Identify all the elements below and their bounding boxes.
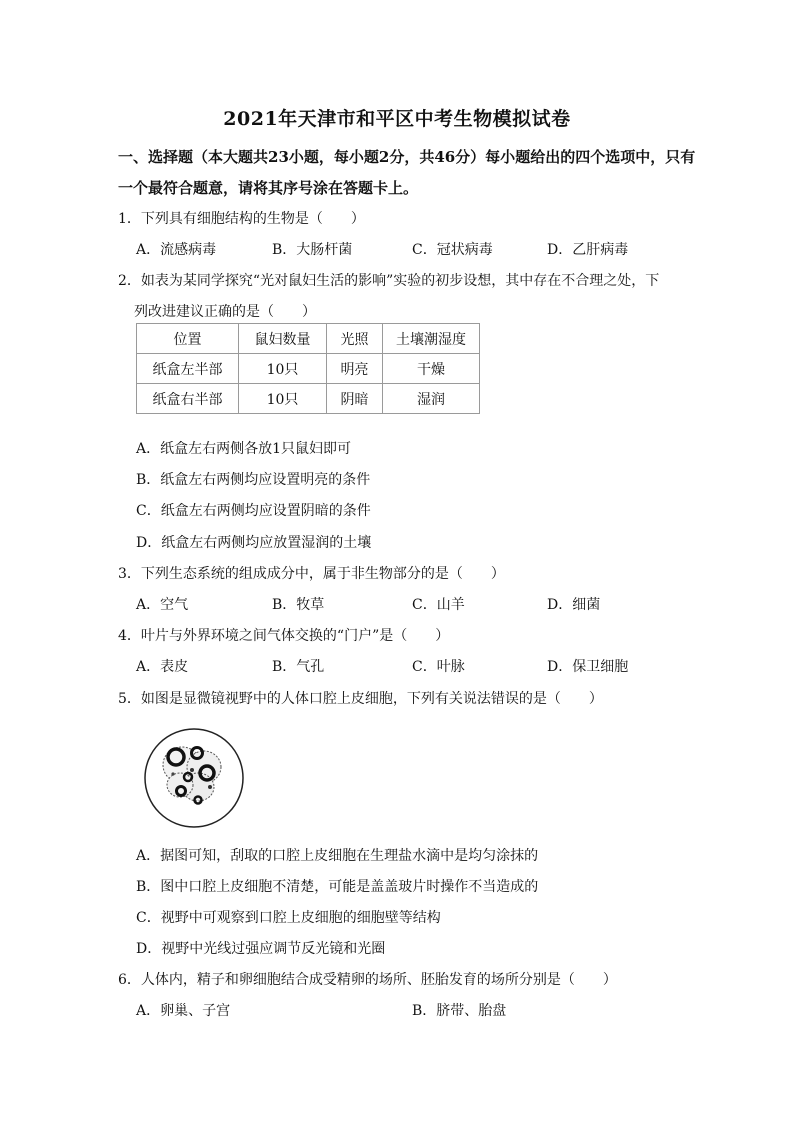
table-header-cell: 位置: [137, 324, 239, 354]
table-cell: 阴暗: [327, 384, 383, 414]
cell-nucleus: [208, 785, 212, 789]
question-2-option-c[interactable]: C．纸盒左右两侧均应设置阴暗的条件: [136, 503, 371, 519]
question-2-option-d[interactable]: D．纸盒左右两侧均应放置湿润的土壤: [136, 535, 372, 551]
cell-nucleus: [171, 772, 174, 775]
table-cell: 明亮: [327, 354, 383, 384]
question-1-option-a[interactable]: A．流感病毒: [136, 242, 217, 258]
table-cell: 纸盒右半部: [137, 384, 239, 414]
question-4-option-a[interactable]: A．表皮: [136, 659, 189, 675]
table-row: [137, 354, 480, 384]
question-1-option-c[interactable]: C．冠状病毒: [412, 242, 493, 258]
question-2-option-b[interactable]: B．纸盒左右两侧均应设置明亮的条件: [136, 472, 371, 488]
question-3-option-c[interactable]: C．山羊: [412, 597, 465, 613]
table-cell: 纸盒左半部: [137, 354, 239, 384]
question-3-option-d[interactable]: D．细菌: [547, 597, 601, 613]
question-1-option-d[interactable]: D．乙肝病毒: [547, 242, 629, 258]
question-6-option-b[interactable]: B．脐带、胎盘: [412, 1003, 507, 1019]
experiment-table: [136, 323, 480, 414]
question-4-option-c[interactable]: C．叶脉: [412, 659, 465, 675]
question-1-stem: 1．下列具有细胞结构的生物是（ ）: [118, 211, 365, 227]
question-3-option-a[interactable]: A．空气: [136, 597, 189, 613]
section-heading-line-2: 一个最符合题意，请将其序号涂在答题卡上。: [118, 179, 419, 197]
table-row: [137, 384, 480, 414]
question-2-stem-line-2: 列改进建议正确的是（ ）: [134, 304, 316, 320]
epithelial-cell: [167, 773, 193, 797]
question-3-option-b[interactable]: B．牧草: [272, 597, 325, 613]
table-cell: 湿润: [383, 384, 480, 414]
cell-nucleus: [190, 768, 194, 772]
table-cell: 干燥: [383, 354, 480, 384]
question-4-option-d[interactable]: D．保卫细胞: [547, 659, 629, 675]
question-6-stem: 6．人体内，精子和卵细胞结合成受精卵的场所、胚胎发育的场所分别是（ ）: [118, 972, 617, 988]
page-title: 2021年天津市和平区中考生物模拟试卷: [223, 108, 571, 130]
question-5-option-d[interactable]: D．视野中光线过强应调节反光镜和光圈: [136, 941, 386, 957]
question-6-option-a[interactable]: A．卵巢、子宫: [136, 1003, 231, 1019]
section-heading-line-1: 一、选择题（本大题共23小题，每小题2分，共46分）每小题给出的四个选项中，只有: [118, 148, 696, 166]
table-header-cell: 鼠妇数量: [239, 324, 327, 354]
table-cell: 10只: [239, 384, 327, 414]
question-1-option-b[interactable]: B．大肠杆菌: [272, 242, 353, 258]
question-5-stem: 5．如图是显微镜视野中的人体口腔上皮细胞，下列有关说法错误的是（ ）: [118, 691, 603, 707]
question-2-stem-line-1: 2．如表为某同学探究“光对鼠妇生活的影响”实验的初步设想，其中存在不合理之处，下: [118, 273, 660, 289]
table-cell: 10只: [239, 354, 327, 384]
question-2-option-a[interactable]: A．纸盒左右两侧各放1只鼠妇即可: [136, 441, 352, 457]
question-3-stem: 3．下列生态系统的组成成分中，属于非生物部分的是（ ）: [118, 566, 505, 582]
table-header-row: [137, 324, 480, 354]
question-5-option-c[interactable]: C．视野中可观察到口腔上皮细胞的细胞壁等结构: [136, 910, 441, 926]
table-header-cell: 土壤潮湿度: [383, 324, 480, 354]
table-header-cell: 光照: [327, 324, 383, 354]
microscope-field-illustration: [140, 727, 248, 829]
question-4-option-b[interactable]: B．气孔: [272, 659, 325, 675]
question-4-stem: 4．叶片与外界环境之间气体交换的“门户”是（ ）: [118, 628, 450, 644]
question-5-option-b[interactable]: B．图中口腔上皮细胞不清楚，可能是盖盖玻片时操作不当造成的: [136, 879, 539, 895]
question-5-option-a[interactable]: A．据图可知，刮取的口腔上皮细胞在生理盐水滴中是均匀涂抹的: [136, 848, 539, 864]
